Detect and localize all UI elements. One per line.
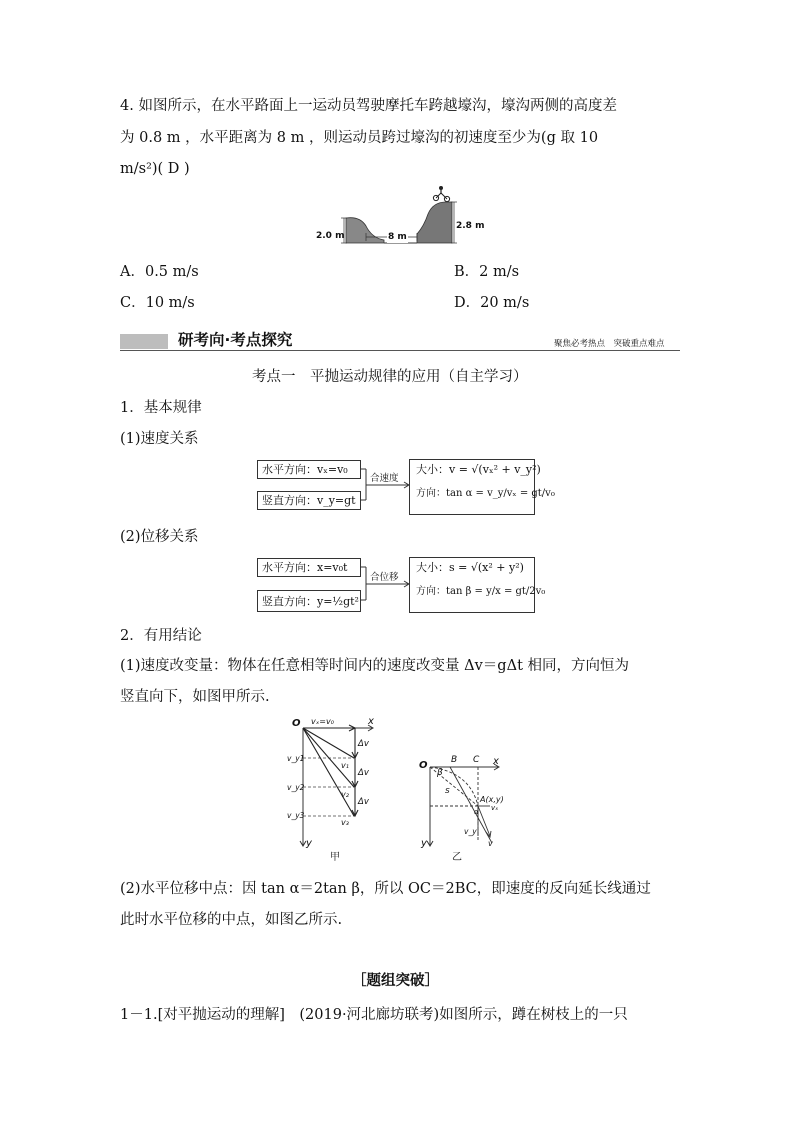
- section-title: 研考向·考点探究: [178, 331, 293, 349]
- yi-c-label: C: [473, 755, 480, 765]
- option-d: D．20 m/s: [454, 295, 530, 311]
- left-ramp: [346, 218, 384, 243]
- sub-displacement: (2)位移关系: [120, 529, 199, 545]
- q1-source: (2019·河北廊坊联考): [299, 1007, 440, 1023]
- option-b: B．2 m/s: [454, 264, 520, 280]
- heading-useful-conclusions: 2．有用结论: [120, 628, 202, 644]
- option-a: A．0.5 m/s: [120, 264, 199, 280]
- right-height-label: 2.8 m: [456, 221, 485, 231]
- conclusion-1-line-1: (1)速度改变量：物体在任意相等时间内的速度改变量 Δv＝gΔt 相同，方向恒为: [120, 658, 629, 674]
- yi-y-label: y: [421, 838, 427, 849]
- jia-caption: 甲: [330, 852, 340, 863]
- section-divider: [120, 350, 680, 351]
- q4-line-2: 为 0.8 m ，水平距离为 8 m ，则运动员跨过壕沟的初速度至少为(g 取 10: [120, 130, 599, 146]
- q4-line-1: 4. 如图所示，在水平路面上一运动员驾驶摩托车跨越壕沟，壕沟两侧的高度差: [120, 98, 617, 114]
- yi-s-label: s: [445, 786, 450, 796]
- q4-line-3: m/s²)( D ): [120, 161, 190, 177]
- yi-b-label: B: [451, 755, 458, 765]
- jia-dv-2: Δv: [358, 768, 369, 778]
- conclusion-1-line-2: 竖直向下，如图甲所示.: [120, 689, 270, 705]
- sub-velocity: (1)速度关系: [120, 431, 199, 447]
- jia-x-label: x: [368, 716, 374, 727]
- disp-horizontal-box: 水平方向：x=v₀t: [257, 558, 361, 577]
- yi-point-label: A(x,y): [480, 795, 504, 804]
- section-right-note: 聚焦必考热点 突破重点难点: [554, 339, 665, 349]
- jia-dv-1: Δv: [358, 739, 369, 749]
- disp-magnitude: 大小：s = √(x² + y²): [416, 561, 524, 574]
- vel-horizontal-box: 水平方向：vₓ=v₀: [257, 460, 361, 479]
- q1-tag: [对平抛运动的理解]: [157, 1007, 285, 1023]
- jia-v1: v₁: [341, 761, 349, 770]
- yi-caption: 乙: [452, 852, 462, 863]
- q1-text: 如图所示，蹲在树枝上的一只: [439, 1007, 628, 1023]
- disp-direction: 方向：tan β = y/x = gt/2v₀: [416, 586, 546, 597]
- distance-label: 8 m: [388, 232, 407, 242]
- vel-combine-label: 合速度: [370, 473, 399, 484]
- jia-dv-3: Δv: [358, 797, 369, 807]
- jia-origin: O: [292, 718, 301, 729]
- vel-vertical-box: 竖直方向：v_y=gt: [257, 491, 361, 510]
- fig-jia-vectors: [303, 725, 358, 816]
- motorbike-rider-icon: [433, 186, 449, 202]
- group-question-1: [120, 1005, 628, 1025]
- yi-alpha-label: α: [474, 808, 479, 816]
- section-band: [120, 334, 168, 349]
- group-title: ［题组突破］: [352, 972, 439, 989]
- q1-prefix: 1－1.: [120, 1007, 158, 1023]
- disp-vertical-box: 竖直方向：y=½gt²: [257, 590, 361, 612]
- left-height-label: 2.0 m: [316, 231, 345, 241]
- jia-v2: v₂: [341, 790, 349, 799]
- jia-vy2: v_y2: [287, 783, 305, 792]
- option-c: C．10 m/s: [120, 295, 195, 311]
- jia-v3: v₃: [341, 818, 349, 827]
- vel-magnitude: 大小：v = √(vₓ² + v_y²): [416, 463, 541, 476]
- conclusion-2-line-1: (2)水平位移中点：因 tan α＝2tan β，所以 OC＝2BC，即速度的反向延长线通过: [120, 881, 651, 897]
- heading-basic-rules: 1．基本规律: [120, 400, 202, 416]
- disp-combine-label: 合位移: [370, 572, 399, 583]
- yi-origin: O: [419, 760, 428, 771]
- yi-vy-label: v_y: [464, 827, 477, 836]
- jia-vy3: v_y3: [287, 811, 305, 820]
- yi-vx-label: vₓ: [491, 804, 499, 812]
- jia-y-label: y: [306, 838, 312, 849]
- jia-top-label: vₓ=v₀: [311, 717, 334, 726]
- vel-direction: 方向：tan α = v_y/vₓ = gt/v₀: [416, 488, 555, 499]
- yi-beta-label: β: [437, 768, 443, 778]
- yi-v-label: v: [488, 839, 493, 848]
- yi-x-label: x: [493, 756, 499, 767]
- right-hill: [417, 202, 452, 243]
- topic-title: 考点一 平抛运动规律的应用（自主学习）: [252, 369, 528, 385]
- conclusion-2-line-2: 此时水平位移的中点，如图乙所示.: [120, 912, 343, 928]
- jia-vy1: v_y1: [287, 754, 305, 763]
- disp-result-box: [409, 557, 546, 613]
- vel-result-box: [409, 459, 555, 515]
